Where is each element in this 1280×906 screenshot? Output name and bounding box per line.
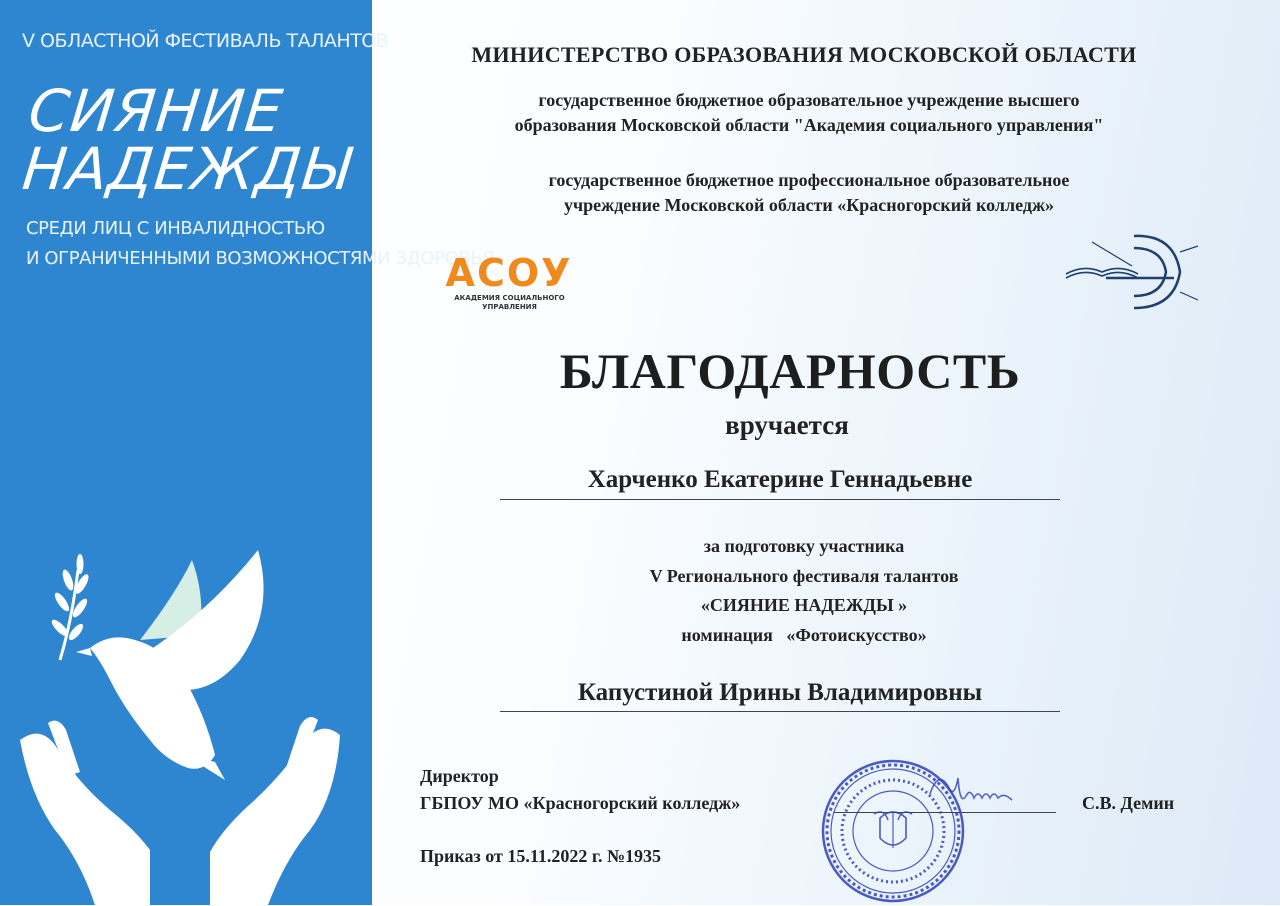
festival-brand (19, 77, 360, 203)
order-reference: Приказ от 15.11.2022 г. №1935 (420, 846, 662, 866)
recipient-underline (500, 499, 1060, 500)
director-organization: ГБПОУ МО «Красногорский колледж» (420, 793, 741, 813)
dove-hands-illustration (0, 540, 372, 905)
institution-college (372, 168, 1246, 218)
dove-icon (76, 550, 264, 780)
brand-line-2: НАДЕЖДЫ (19, 135, 355, 203)
institution-asou-line-2: образования Московской области "Академия социального управления" (514, 115, 1104, 135)
asou-caption (437, 294, 582, 312)
institution-college-line-1: государственное бюджетное профессиональное образовательное (548, 170, 1070, 190)
college-emblem-icon (1062, 226, 1202, 318)
reason-line-3: «СИЯНИЕ НАДЕЖДЫ » (700, 595, 908, 615)
asou-caption-line-2: УПРАВЛЕНИЯ (482, 303, 537, 311)
director-title: Директор (420, 766, 499, 786)
institution-asou (372, 88, 1246, 138)
signature-icon (920, 756, 1070, 816)
director-name: С.В. Демин (1082, 793, 1175, 813)
ministry-heading: МИНИСТЕРСТВО ОБРАЗОВАНИЯ МОСКОВСКОЙ ОБЛАСТИ (471, 42, 1137, 67)
institution-college-line-2: учреждение Московской области «Красногорский колледж» (563, 195, 1054, 215)
subtitle-line-2: И ОГРАНИЧЕННЫМИ ВОЗМОЖНОСТЯМИ ЗДОРОВЬЯ (26, 248, 495, 269)
brand-line-1: СИЯНИЕ (25, 77, 287, 145)
subtitle-line-1: СРЕДИ ЛИЦ С ИНВАЛИДНОСТЬЮ (26, 218, 325, 239)
asou-logo-text: АСОУ (445, 251, 573, 295)
festival-subtitle (26, 214, 494, 274)
certificate-title: БЛАГОДАРНОСТЬ (559, 343, 1021, 399)
participant-name: Капустиной Ирины Владимировны (577, 679, 983, 706)
olive-branch-icon (49, 554, 91, 660)
asou-caption-line-1: АКАДЕМИЯ СОЦИАЛЬНОГО (454, 294, 565, 302)
participant-underline (500, 711, 1060, 712)
nomination-line: номинация «Фотоискусство» (681, 625, 927, 645)
awarded-text: вручается (725, 410, 849, 440)
festival-title: V ОБЛАСТНОЙ ФЕСТИВАЛЬ ТАЛАНТОВ (22, 30, 389, 52)
recipient-name: Харченко Екатерине Геннадьевне (587, 466, 973, 493)
reason-line-2: V Регионального фестиваля талантов (649, 566, 959, 586)
reason-line-1: за подготовку участника (703, 536, 905, 556)
institution-asou-line-1: государственное бюджетное образовательное учреждение высшего (538, 90, 1080, 110)
